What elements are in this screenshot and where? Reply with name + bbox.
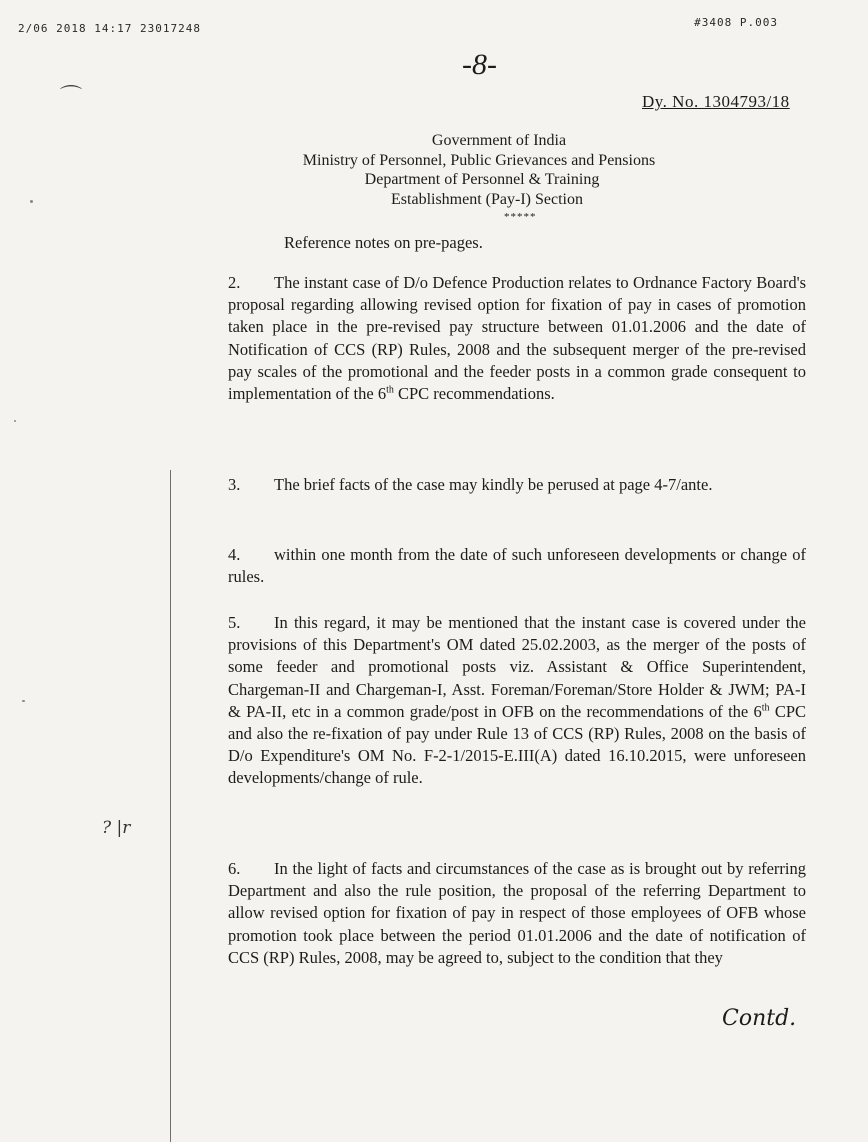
- page-number: -8-: [462, 48, 497, 81]
- scan-speck: [22, 700, 25, 702]
- header-section: Establishment (Pay-I) Section: [391, 191, 583, 208]
- paragraph-4: [228, 544, 806, 588]
- header-government: Government of India: [431, 132, 567, 149]
- paragraph-number: 3.: [228, 475, 241, 494]
- paragraph-text: In this regard, it may be mentioned that the instant case is covered under the provisions of this Department's OM dated 25.02.2003, as the merger of the posts of some feeder and promotional posts viz. Assistant & Office Superintendent, Chargeman-II and Chargeman-I, Asst. Foreman/Foreman/Store Holder & JWM; PA-I & PA-II, etc in a common grade/post in OFB on the recommendations of the 6: [228, 613, 806, 721]
- paragraph-number: 4.: [228, 545, 241, 564]
- paragraph-6: [228, 858, 806, 969]
- paragraph-number: 2.: [228, 273, 241, 292]
- paragraph-number: 6.: [228, 859, 241, 878]
- paragraph-5: [228, 612, 806, 790]
- paragraph-2: [228, 272, 806, 405]
- paragraph-text: In the light of facts and circumstances of the case as is brought out by referring Department and also the rule position, the proposal of the referring Department to allow revised option for fixation of pay in respect of those employees of OFB whose promotion took place between the period 01.01.2006 and the date of notification of CCS (RP) Rules, 2008, may be agreed to, subject to the condition that they: [228, 859, 806, 967]
- header-stars: *****: [504, 211, 537, 223]
- continued-note: Contd.: [722, 1006, 797, 1031]
- scan-speck: [30, 200, 33, 203]
- paragraph-text-tail: CPC and also the re-fixation of pay under Rule 13 of CCS (RP) Rules, 2008 on the basis of D/o Expenditure's OM No. F-2-1/2015-E.III(A) dated 16.10.2015, were unforeseen developments/change of rule.: [228, 701, 807, 788]
- paragraph-3: [228, 474, 806, 496]
- reference-notes-heading: Reference notes on pre-pages.: [284, 233, 483, 252]
- superscript: th: [386, 384, 394, 396]
- paragraph-text: The brief facts of the case may kindly be perused at page 4-7/ante.: [274, 475, 713, 494]
- margin-handwritten-note: ? |r: [102, 818, 131, 838]
- paragraph-text-tail: CPC recommendations.: [393, 384, 555, 404]
- paragraph-text: The instant case of D/o Defence Production relates to Ordnance Factory Board's proposal regarding allowing revised option for fixation of pay in cases of promotion taken place in the pre-revised pay structure between 01.01.2006 and the date of Notification of CCS (RP) Rules, 2008 and the subsequent merger of the pre-revised pay scales of the promotional and the feeder posts in a common grade consequent to implementation of the 6: [228, 273, 806, 404]
- fax-header-left: 2/06 2018 14:17 23017248: [18, 22, 201, 35]
- superscript: th: [761, 702, 770, 714]
- diary-number: Dy. No. 1304793/18: [642, 92, 790, 111]
- paragraph-number: 5.: [228, 613, 241, 632]
- fax-header-right: #3408 P.003: [694, 16, 778, 29]
- paragraph-text: within one month from the date of such unforeseen developments or change of rules.: [228, 545, 806, 587]
- margin-mark: ⌒: [60, 84, 83, 109]
- scan-speck: [14, 420, 16, 422]
- header-department: Department of Personnel & Training: [364, 171, 600, 188]
- header-ministry: Ministry of Personnel, Public Grievances and Pensions: [302, 152, 656, 169]
- fold-line: [170, 470, 171, 1142]
